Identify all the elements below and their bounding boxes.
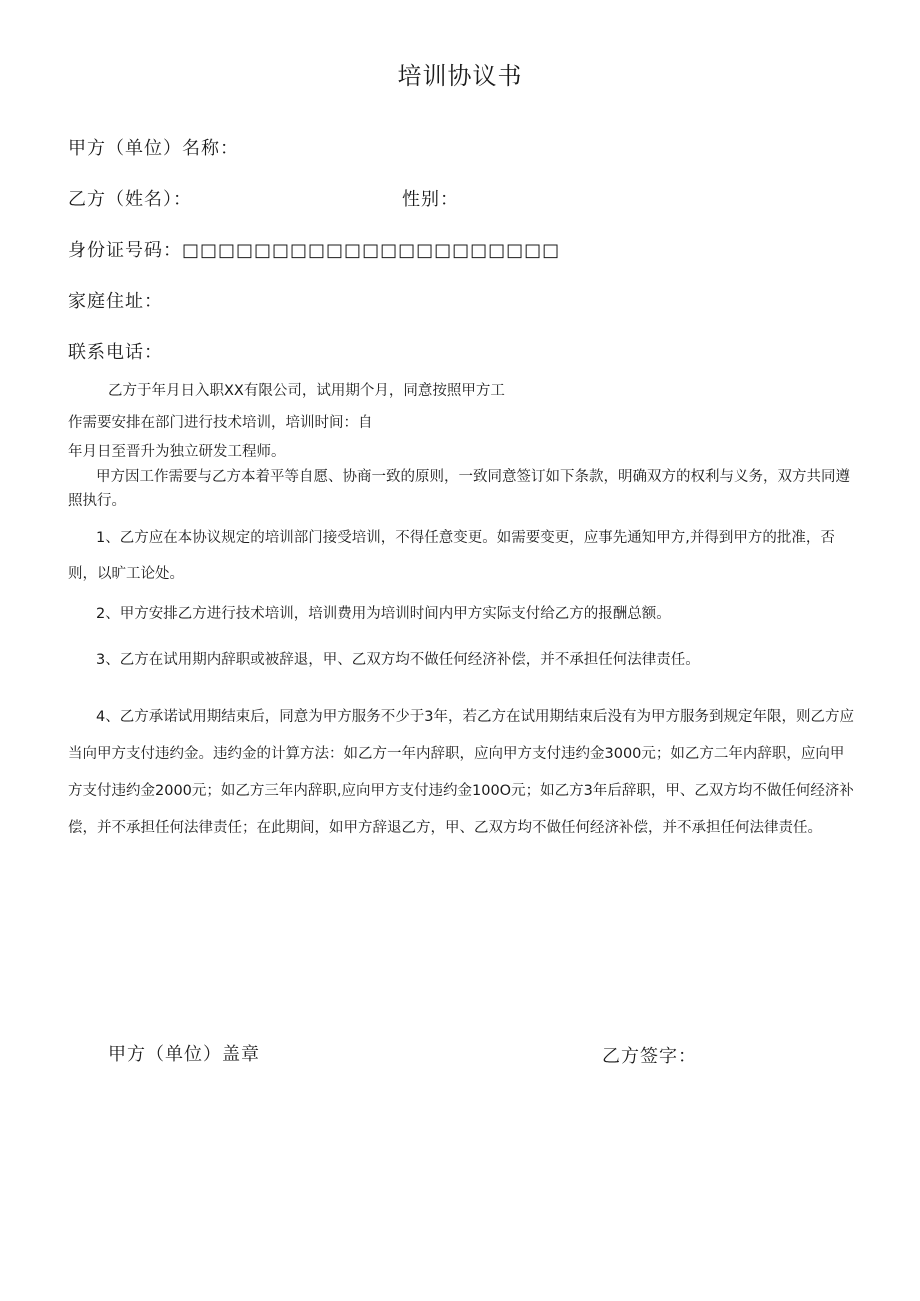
clause-2: 2、甲方安排乙方进行技术培训，培训费用为培训时间内甲方实际支付给乙方的报酬总额。 [96, 606, 671, 622]
intro-line-2: 作需要安排在部门进行技术培训，培训时间：自 [68, 415, 373, 431]
party-b-signature-label: 乙方签字： [602, 1046, 697, 1067]
clause-1: 1、乙方应在本协议规定的培训部门接受培训，不得任意变更。如需要变更，应事先通知甲方,并得到甲方的批准，否则，以旷工论处。 [68, 530, 835, 582]
gender-field: 性别： [402, 189, 459, 210]
party-a-name-field: 甲方（单位）名称： [68, 138, 239, 159]
id-number-field: 身份证号码：□□□□□□□□□□□□□□□□□□□□□ [68, 240, 561, 261]
clause-3: 3、乙方在试用期内辞职或被辞退，甲、乙双方均不做任何经济补偿，并不承担任何法律责任。 [96, 652, 700, 668]
party-b-name-field: 乙方（姓名）： [68, 189, 192, 210]
party-a-seal-label: 甲方（单位）盖章 [108, 1044, 260, 1065]
clause-4: 4、乙方承诺试用期结束后，同意为甲方服务不少于3年，若乙方在试用期结束后没有为甲方服务到规定年限，则乙方应当向甲方支付违约金。违约金的计算方法：如乙方一年内辞职，应向甲方支付违约金3000元；如乙方二年内辞职，应向甲方支付违约金2000元；如乙方三年内辞职,应向甲方支付违约金100O元；如乙方3年后辞职，甲、乙双方均不做任何经济补偿，并不承担任何法律责任；在此期间，如甲方辞退乙方，甲、乙双方均不做任何经济补偿，并不承担任何法律责任。 [68, 709, 854, 836]
home-address-field: 家庭住址： [68, 291, 163, 312]
page-title: 培训协议书 [397, 62, 523, 90]
principle-paragraph: 甲方因工作需要与乙方本着平等自愿、协商一致的原则，一致同意签订如下条款，明确双方的权利与义务，双方共同遵照执行。 [68, 469, 850, 509]
intro-line-1: 乙方于年月日入职XX有限公司，试用期个月，同意按照甲方工 [108, 383, 505, 399]
intro-line-3: 年月日至晋升为独立研发工程师。 [68, 444, 286, 460]
phone-field: 联系电话： [68, 342, 163, 363]
